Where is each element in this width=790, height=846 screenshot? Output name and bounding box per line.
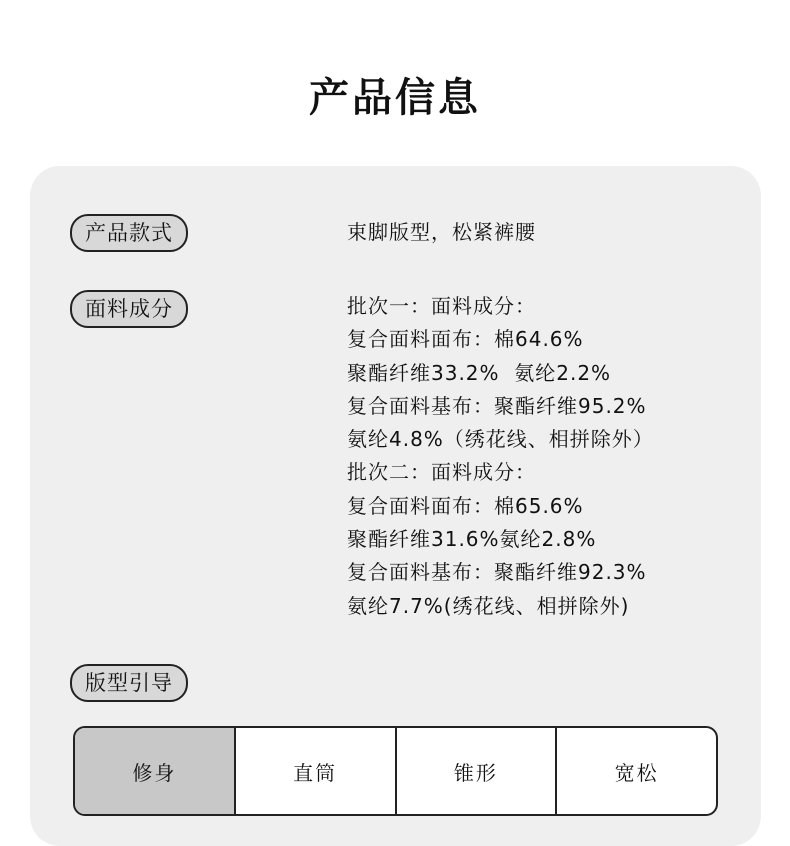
fabric-line: 氨纶4.8%（绣花线、相拼除外） — [347, 427, 654, 452]
fabric-line: 复合面料基布：聚酯纤维95.2% — [347, 393, 647, 418]
fabric-line: 批次一：面料成分： — [347, 294, 536, 318]
fabric-line: 批次二：面料成分： — [347, 460, 536, 485]
style-label-pill: 产品款式 — [70, 214, 188, 252]
fabric-line: 复合面料面布：棉65.6% — [347, 493, 584, 518]
fabric-composition — [347, 290, 654, 623]
fabric-line: 氨纶7.7%(绣花线、相拼除外) — [347, 593, 630, 618]
fit-option-slim[interactable]: 修身 — [75, 728, 236, 814]
style-value-line: 束脚版型，松紧裤腰 — [347, 220, 536, 244]
fit-guide-label-pill: 版型引导 — [70, 664, 188, 702]
fit-option-straight[interactable]: 直筒 — [236, 728, 397, 814]
fabric-line: 复合面料面布：棉64.6% — [347, 327, 584, 352]
fabric-line: 复合面料基布：聚酯纤维92.3% — [347, 560, 647, 585]
fit-guide-options — [73, 726, 718, 816]
fit-option-loose[interactable]: 宽松 — [614, 760, 659, 785]
product-info-card — [30, 166, 761, 846]
style-value — [347, 216, 536, 249]
fabric-line: 聚酯纤维33.2% 氨纶2.2% — [347, 360, 612, 385]
fabric-label-pill: 面料成分 — [70, 290, 188, 328]
page-title: 产品信息 — [309, 75, 481, 121]
fabric-line: 聚酯纤维31.6%氨纶2.8% — [347, 527, 597, 552]
fit-option-tapered[interactable]: 锥形 — [397, 728, 558, 814]
